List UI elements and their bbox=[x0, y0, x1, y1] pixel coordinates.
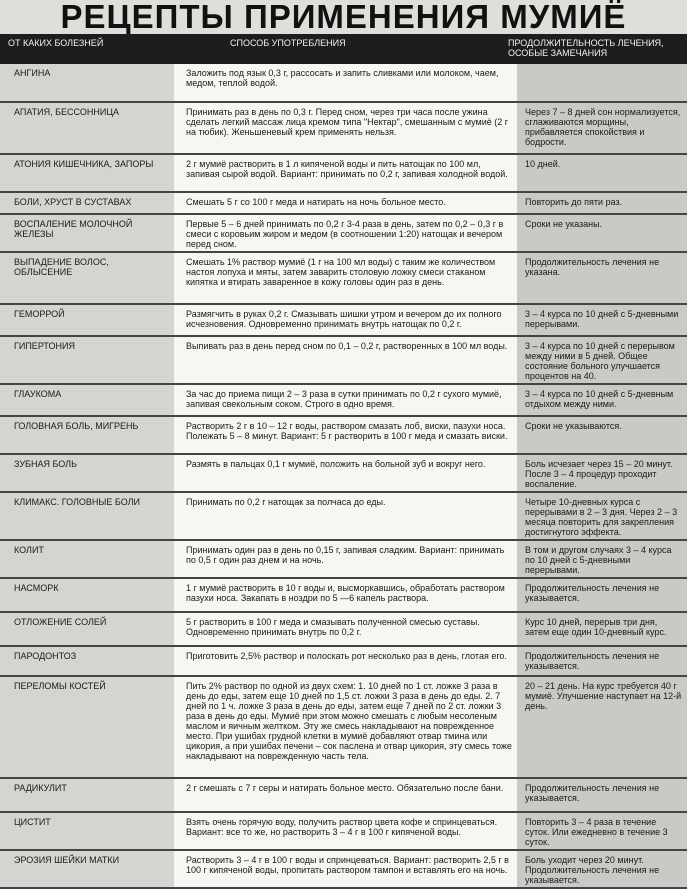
disease-cell: ЗУБНАЯ БОЛЬ bbox=[0, 454, 174, 492]
table-row bbox=[0, 192, 687, 214]
table-row bbox=[0, 492, 687, 540]
usage-cell: 2 г смешать с 7 г серы и натирать больное место. Обязательно после бани. bbox=[174, 778, 517, 812]
table-row bbox=[0, 154, 687, 192]
table-row bbox=[0, 384, 687, 416]
table-row bbox=[0, 778, 687, 812]
recipes-table bbox=[0, 64, 687, 889]
table-row bbox=[0, 336, 687, 384]
usage-cell: Смешать 1% раствор мумиё (1 г на 100 мл воды) с таким же количеством настоя лопуха и мяты, затем заварить столовую ложку смеси стаканом кипятка и втирать заваренное в кожу головы один раз в день. bbox=[174, 252, 517, 304]
table-row bbox=[0, 252, 687, 304]
table-row bbox=[0, 214, 687, 252]
disease-cell: ГИПЕРТОНИЯ bbox=[0, 336, 174, 384]
table-row bbox=[0, 540, 687, 578]
table-row bbox=[0, 578, 687, 612]
usage-cell: Пить 2% раствор по одной из двух схем: 1. 10 дней по 1 ст. ложке 3 раза в день до еды, затем еще 10 дней по 1,5 ст. ложки 3 раза в день до еды. 2. 7 дней по 1 ч. ложке 3 раза в день до еды, затем еще 7 дней по 2 ст. ложки 3 раза в день до еды. Мумиё при этом можно смешать с любым несоленым маслом и яичным желтком. Эту же смесь накладывают на поврежденное место. При ушибах грудной клетки в мумиё добавляют отвар тмина или цикория, а при ушибах печени – сок паслена и отвар цикория, эту смесь тоже накладывают на поврежденную часть тела. bbox=[174, 676, 517, 778]
table-row bbox=[0, 64, 687, 102]
table-row bbox=[0, 304, 687, 336]
disease-cell: ГЛАУКОМА bbox=[0, 384, 174, 416]
notes-cell: 3 – 4 курса по 10 дней с 5-дневным отдыхом между ними. bbox=[517, 384, 687, 416]
disease-cell: КОЛИТ bbox=[0, 540, 174, 578]
disease-cell: ЭРОЗИЯ ШЕЙКИ МАТКИ bbox=[0, 850, 174, 888]
disease-cell: АНГИНА bbox=[0, 64, 174, 102]
header-duration: ПРОДОЛЖИТЕЛЬНОСТЬ ЛЕЧЕНИЯ, ОСОБЫЕ ЗАМЕЧАНИЯ bbox=[508, 38, 664, 58]
header-usage: СПОСОБ УПОТРЕБЛЕНИЯ bbox=[230, 38, 346, 48]
disease-cell: НАСМОРК bbox=[0, 578, 174, 612]
notes-cell: Сроки не указаны. bbox=[517, 214, 687, 252]
usage-cell: Приготовить 2,5% раствор и полоскать рот несколько раз в день, глотая его. bbox=[174, 646, 517, 676]
usage-cell: Принимать раз в день по 0,3 г. Перед сном, через три часа после ужина сделать легкий массаж лица кремом типа "Нектар", смешанным с мумиё (2 г на тюбик). Женьшеневый крем применять нельзя. bbox=[174, 102, 517, 154]
usage-cell: Смешать 5 г со 100 г меда и натирать на ночь больное место. bbox=[174, 192, 517, 214]
notes-cell bbox=[517, 64, 687, 102]
usage-cell: Размять в пальцах 0,1 г мумиё, положить на больной зуб и вокруг него. bbox=[174, 454, 517, 492]
notes-cell: В том и другом случаях 3 – 4 курса по 10 дней с 5-дневными перерывами. bbox=[517, 540, 687, 578]
usage-cell: Первые 5 – 6 дней принимать по 0,2 г 3-4 раза в день, затем по 0,2 – 0,3 г в смеси с коровьим жиром и медом (в соотношении 1:20) натощак и вечером перед сном. bbox=[174, 214, 517, 252]
notes-cell: Продолжительность лечения не указана. bbox=[517, 252, 687, 304]
notes-cell: 20 – 21 день. На курс требуется 40 г мумиё. Улучшение наступает на 12-й день. bbox=[517, 676, 687, 778]
notes-cell: Курс 10 дней, перерыв три дня, затем еще один 10-дневный курс. bbox=[517, 612, 687, 646]
disease-cell: ВОСПАЛЕНИЕ МОЛОЧНОЙ ЖЕЛЕЗЫ bbox=[0, 214, 174, 252]
disease-cell: ЦИСТИТ bbox=[0, 812, 174, 850]
table-row bbox=[0, 454, 687, 492]
notes-cell: Продолжительность лечения не указывается. bbox=[517, 578, 687, 612]
page-title: РЕЦЕПТЫ ПРИМЕНЕНИЯ МУМИЁ bbox=[0, 0, 687, 34]
usage-cell: Выпивать раз в день перед сном по 0,1 – 0,2 г, растворенных в 100 мл воды. bbox=[174, 336, 517, 384]
usage-cell: Принимать по 0,2 г натощак за полчаса до еды. bbox=[174, 492, 517, 540]
disease-cell: ВЫПАДЕНИЕ ВОЛОС, ОБЛЫСЕНИЕ bbox=[0, 252, 174, 304]
usage-cell: Размягчить в руках 0,2 г. Смазывать шишки утром и вечером до их полного исчезновения. Одновременно принимать внутрь натощак по 0,2 г. bbox=[174, 304, 517, 336]
usage-cell: 1 г мумиё растворить в 10 г воды и, высморкавшись, обработать раствором пазухи носа. Закапать в ноздри по 5 —6 капель раствора. bbox=[174, 578, 517, 612]
table-row bbox=[0, 612, 687, 646]
table-row bbox=[0, 850, 687, 888]
usage-cell: Растворить 3 – 4 г в 100 г воды и спринцеваться. Вариант: растворить 2,5 г в 100 г кипяченой воды, пропитать раствором тампон и вставлять его на ночь. bbox=[174, 850, 517, 888]
usage-cell: За час до приема пищи 2 – 3 раза в сутки принимать по 0,2 г сухого мумиё, запивая свекольным соком. Строго в одно время. bbox=[174, 384, 517, 416]
table-row bbox=[0, 676, 687, 778]
table-row bbox=[0, 102, 687, 154]
notes-cell: Повторить до пяти раз. bbox=[517, 192, 687, 214]
notes-cell: 3 – 4 курса по 10 дней с перерывом между ними в 5 дней. Общее состояние больного улучшается процентов на 40. bbox=[517, 336, 687, 384]
disease-cell: ОТЛОЖЕНИЕ СОЛЕЙ bbox=[0, 612, 174, 646]
notes-cell: Повторить 3 – 4 раза в течение суток. Или ежедневно в течение 3 суток. bbox=[517, 812, 687, 850]
usage-cell: Взять очень горячую воду, получить раствор цвета кофе и спринцеваться. Вариант: все то же, но растворить 3 – 4 г в 100 г кипяченой воды. bbox=[174, 812, 517, 850]
notes-cell: Боль исчезает через 15 – 20 минут. После 3 – 4 процедур проходит воспаление. bbox=[517, 454, 687, 492]
disease-cell: КЛИМАКС. ГОЛОВНЫЕ БОЛИ bbox=[0, 492, 174, 540]
usage-cell: Принимать один раз в день по 0,15 г, запивая сладким. Вариант: принимать по 0,5 г один раз днем и на ночь. bbox=[174, 540, 517, 578]
table-row bbox=[0, 812, 687, 850]
disease-cell: ПАРОДОНТОЗ bbox=[0, 646, 174, 676]
notes-cell: Продолжительность лечения не указывается. bbox=[517, 646, 687, 676]
disease-cell: ГОЛОВНАЯ БОЛЬ, МИГРЕНЬ bbox=[0, 416, 174, 454]
notes-cell: 10 дней. bbox=[517, 154, 687, 192]
notes-cell: Боль уходит через 20 минут. Продолжительность лечения не указывается. bbox=[517, 850, 687, 888]
disease-cell: АТОНИЯ КИШЕЧНИКА, ЗАПОРЫ bbox=[0, 154, 174, 192]
disease-cell: ГЕМОРРОЙ bbox=[0, 304, 174, 336]
table-row bbox=[0, 416, 687, 454]
disease-cell: АПАТИЯ, БЕССОННИЦА bbox=[0, 102, 174, 154]
header-diseases: ОТ КАКИХ БОЛЕЗНЕЙ bbox=[8, 38, 104, 48]
disease-cell: ПЕРЕЛОМЫ КОСТЕЙ bbox=[0, 676, 174, 778]
notes-cell: 3 – 4 курса по 10 дней с 5-дневными перерывами. bbox=[517, 304, 687, 336]
table-row bbox=[0, 646, 687, 676]
disease-cell: БОЛИ, ХРУСТ В СУСТАВАХ bbox=[0, 192, 174, 214]
table-header bbox=[0, 34, 687, 64]
usage-cell: 2 г мумиё растворить в 1 л кипяченой воды и пить натощак по 100 мл, запивая сырой водой. Вариант: принимать по 0,2 г, запивая холодной водой. bbox=[174, 154, 517, 192]
usage-cell: 5 г растворить в 100 г меда и смазывать полученной смесью суставы. Одновременно принимать внутрь по 0,2 г. bbox=[174, 612, 517, 646]
usage-cell: Растворить 2 г в 10 – 12 г воды, раствором смазать лоб, виски, пазухи носа. Полежать 5 – 8 минут. Вариант: 5 г растворить в 100 г меда и смазать виски. bbox=[174, 416, 517, 454]
usage-cell: Заложить под язык 0,3 г, рассосать и запить сливками или молоком, чаем, медом, теплой водой. bbox=[174, 64, 517, 102]
notes-cell: Продолжительность лечения не указывается. bbox=[517, 778, 687, 812]
notes-cell: Четыре 10-дневных курса с перерывами в 2 – 3 дня. Через 2 – 3 месяца повторить для закрепления достигнутого эффекта. bbox=[517, 492, 687, 540]
notes-cell: Через 7 – 8 дней сон нормализуется, сглаживаются морщины, прибавляется спокойствия и бодрости. bbox=[517, 102, 687, 154]
notes-cell: Сроки не указываются. bbox=[517, 416, 687, 454]
disease-cell: РАДИКУЛИТ bbox=[0, 778, 174, 812]
